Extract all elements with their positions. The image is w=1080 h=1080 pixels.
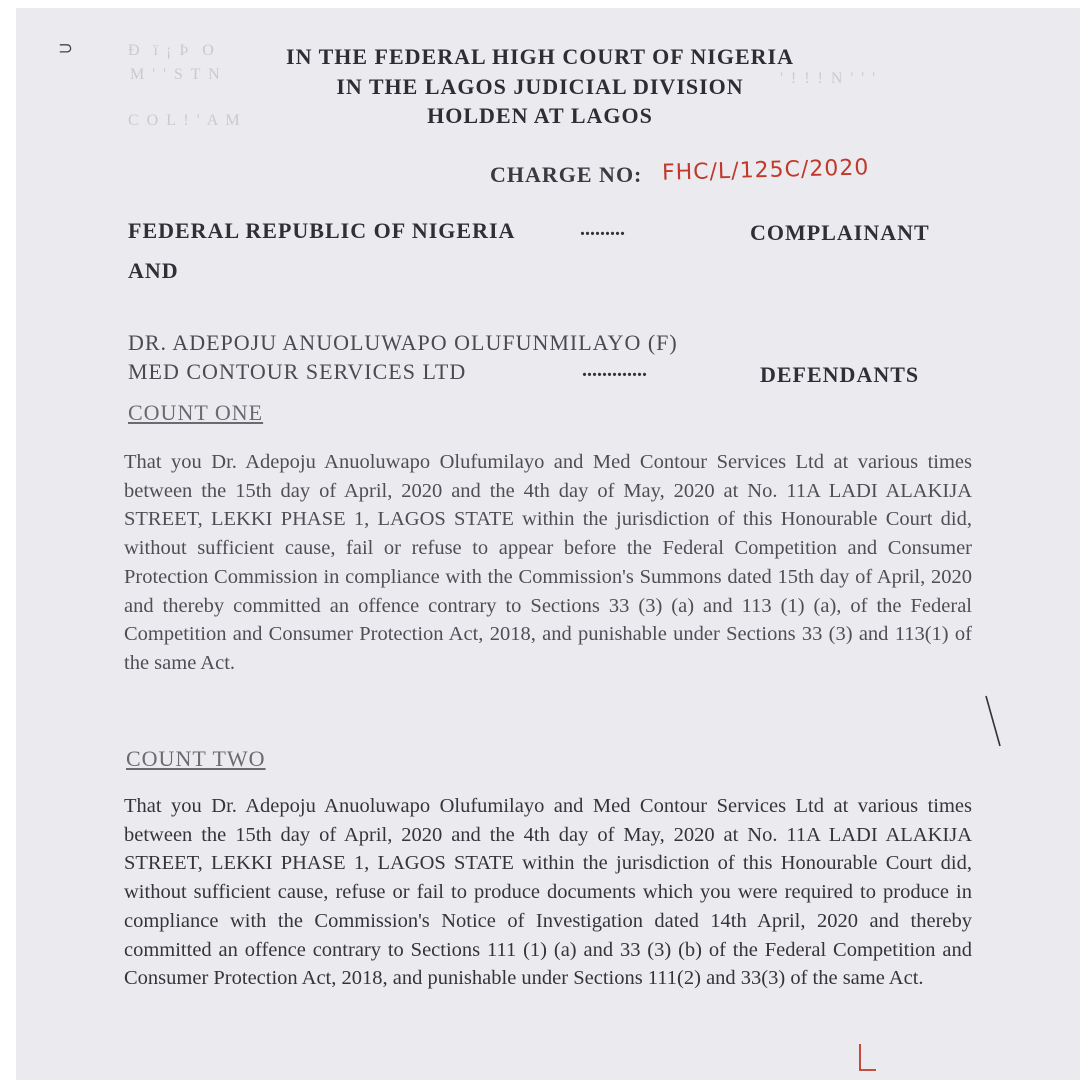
charge-number-handwritten: FHC/L/125C/2020	[661, 155, 870, 186]
first-defendant-name: DR. ADEPOJU ANUOLUWAPO OLUFUNMILAYO (F)	[128, 330, 678, 355]
court-location: HOLDEN AT LAGOS	[427, 103, 653, 128]
red-pen-mark	[852, 1040, 882, 1076]
second-defendant-name: MED CONTOUR SERVICES LTD	[128, 359, 467, 384]
count-one-text: That you Dr. Adepoju Anuoluwapo Olufumilayo and Med Contour Services Ltd at various times between the 15th day of April, 2020 and the 4th day of May, 2020 at No. 11A LADI ALAKIJA STREET, LEKKI PHASE 1, LAGOS STATE within the jurisdiction of this Honourable Court did, without sufficient cause, fail or refuse to appear before the Federal Competition and Consumer Protection Commission in compliance with the Commission's Summons dated 15th day of April, 2020 and thereby committed an offence contrary to Sections 33 (3) (a) and 113 (1) (a), of the Federal Competition and Consumer Protection Act, 2018, and punishable under Sections 33 (3) and 113(1) of the same Act.	[124, 451, 972, 674]
court-title: IN THE FEDERAL HIGH COURT OF NIGERIA	[286, 44, 794, 69]
charge-number-label: CHARGE NO:	[490, 162, 643, 187]
count-one-heading: COUNT ONE	[128, 400, 264, 425]
count-two-text: That you Dr. Adepoju Anuoluwapo Olufumilayo and Med Contour Services Ltd at various times between the 15th day of April, 2020 and the 4th day of May, 2020 at No. 11A LADI ALAKIJA STREET, LEKKI PHASE 1, LAGOS STATE within the jurisdiction of this Honourable Court did, without sufficient cause, refuse or fail to produce documents which you were required to produce in compliance with the Commission's Notice of Investigation dated 14th April, 2020 and thereby committed an offence contrary to Sections 111 (1) (a) and 33 (3) (b) of the Federal Competition and Consumer Protection Act, 2018, and punishable under Sections 111(2) and 33(3) of the same Act.	[124, 795, 972, 990]
complainant-role: COMPLAINANT	[750, 220, 930, 245]
and-separator: AND	[128, 258, 179, 283]
bleed-through-text: Ð ï ¡ Þ O	[128, 42, 216, 59]
complainant-name: FEDERAL REPUBLIC OF NIGERIA	[128, 218, 516, 243]
scan-mark: ⊃	[58, 38, 74, 59]
defendants-role: DEFENDANTS	[760, 362, 920, 387]
count-two-heading: COUNT TWO	[126, 746, 266, 771]
complainant-dots: .........	[580, 218, 625, 240]
bleed-through-text: ' ! ! ! N ' ' '	[780, 70, 878, 87]
court-division: IN THE LAGOS JUDICIAL DIVISION	[336, 74, 744, 99]
bleed-through-text: C O L ! ' A M	[128, 112, 242, 129]
margin-tick-mark	[984, 694, 1004, 750]
bleed-through-text: M ' ' S T N	[130, 66, 222, 83]
defendant-dots: .............	[582, 359, 647, 381]
